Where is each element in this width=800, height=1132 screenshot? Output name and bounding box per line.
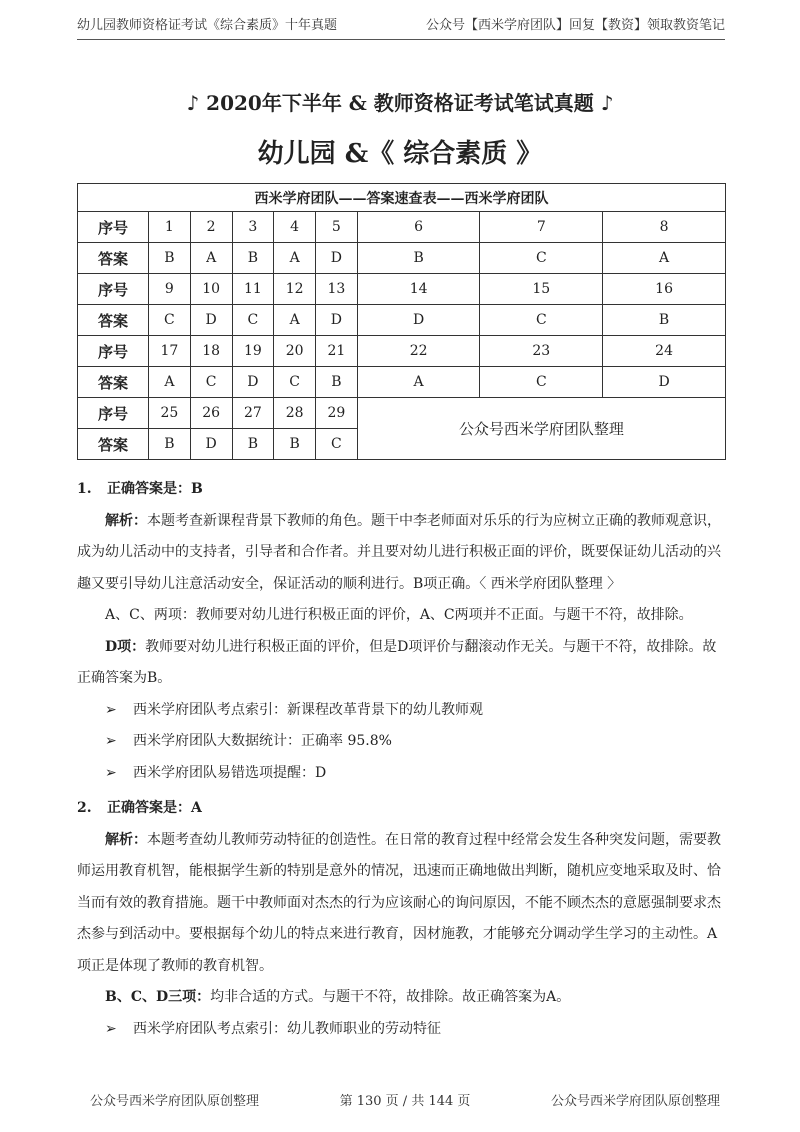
arrow-icon: ➢	[105, 733, 117, 749]
question-number: 18	[190, 336, 232, 367]
question-number: 27	[232, 398, 274, 429]
answer-cell: A	[149, 367, 191, 398]
table-row	[78, 212, 726, 243]
question-number: 16	[603, 274, 726, 305]
question-number: 1	[149, 212, 191, 243]
q2-answer	[77, 793, 727, 825]
table-row	[78, 336, 726, 367]
answer-cell: B	[149, 429, 191, 460]
number-label: 序号	[78, 274, 149, 305]
q1-analysis	[77, 506, 727, 601]
bullet-text: 西米学府团队考点索引：新课程改革背景下的幼儿教师观	[133, 701, 483, 718]
label: B、C、D三项：	[105, 989, 211, 1005]
question-number: 14	[357, 274, 480, 305]
bullet	[77, 726, 727, 758]
answer-cell: C	[480, 367, 603, 398]
answer-cell: C	[274, 367, 316, 398]
q1-head: 正确答案是：B	[107, 481, 203, 497]
question-number: 13	[316, 274, 358, 305]
question-number: 4	[274, 212, 316, 243]
number-label: 序号	[78, 398, 149, 429]
answer-cell: A	[357, 367, 480, 398]
subject-title: 幼儿园 &《 综合素质 》	[257, 139, 543, 169]
question-number: 15	[480, 274, 603, 305]
bullet	[77, 1014, 727, 1046]
q2-number: 2.	[77, 800, 92, 816]
table-row	[78, 367, 726, 398]
table-row	[78, 274, 726, 305]
q1-ac: A、C、两项：教师要对幼儿进行积极正面的评价，A、C两项并不正面。与题干不符，故排除。	[105, 607, 693, 623]
answer-cell: C	[480, 243, 603, 274]
answer-label: 答案	[78, 367, 149, 398]
answer-cell: D	[357, 305, 480, 336]
label: 解析：	[105, 831, 147, 848]
q2-analysis	[77, 825, 727, 983]
number-label: 序号	[78, 336, 149, 367]
answer-label: 答案	[78, 305, 149, 336]
page-footer	[90, 1090, 720, 1109]
bullet-text: 西米学府团队考点索引：幼儿教师职业的劳动特征	[133, 1020, 441, 1037]
answer-cell: C	[149, 305, 191, 336]
q1-answer	[77, 474, 727, 506]
question-number: 21	[316, 336, 358, 367]
answer-cell: B	[232, 429, 274, 460]
question-number: 20	[274, 336, 316, 367]
answer-label: 答案	[78, 429, 149, 460]
question-number: 3	[232, 212, 274, 243]
footer-right: 公众号西米学府团队原创整理	[550, 1094, 720, 1109]
table-row	[78, 305, 726, 336]
table-note: 公众号西米学府团队整理	[357, 398, 725, 460]
answer-label: 答案	[78, 243, 149, 274]
q1-number: 1.	[77, 481, 92, 497]
number-label: 序号	[78, 212, 149, 243]
bullet-text: 西米学府团队易错选项提醒：D	[133, 764, 327, 781]
question-number: 2	[190, 212, 232, 243]
answer-cell: B	[603, 305, 726, 336]
question-number: 29	[316, 398, 358, 429]
answer-cell: C	[316, 429, 358, 460]
answer-cell: D	[190, 305, 232, 336]
question-number: 24	[603, 336, 726, 367]
answer-cell: C	[480, 305, 603, 336]
question-number: 22	[357, 336, 480, 367]
q1-d	[77, 632, 727, 695]
arrow-icon: ➢	[105, 701, 117, 718]
question-number: 6	[357, 212, 480, 243]
bullet	[77, 695, 727, 727]
page-number: 第 130 页 / 共 144 页	[339, 1094, 471, 1109]
answer-cell: B	[232, 243, 274, 274]
question-number: 8	[603, 212, 726, 243]
arrow-icon: ➢	[105, 764, 117, 781]
question-number: 28	[274, 398, 316, 429]
answer-cell: A	[603, 243, 726, 274]
text: 本题考查幼儿教师劳动特征的创造性。在日常的教育过程中经常会发生各种突发问题，需要教师运用教育机智，能根据学生新的特别是意外的情况，迅速而正确地做出判断，随机应变地采取及时、恰当而有效的教育措施。题干中教师面对杰杰的行为应该耐心的询问原因，不能不顾杰杰的意愿强制要求杰杰参与到活动中。要根据每个幼儿的特点来进行教育，因材施教，才能够充分调动学生学习的主动性。A项正是体现了教师的教育机智。	[77, 831, 721, 974]
answer-table	[77, 183, 726, 460]
answer-cell: B	[149, 243, 191, 274]
question-number: 5	[316, 212, 358, 243]
question-number: 26	[190, 398, 232, 429]
label: 解析：	[105, 512, 147, 529]
answer-cell: B	[274, 429, 316, 460]
table-row	[78, 243, 726, 274]
question-number: 23	[480, 336, 603, 367]
header-right: 公众号【西米学府团队】回复【教资】领取教资笔记	[425, 18, 725, 33]
question-number: 11	[232, 274, 274, 305]
answer-cell: D	[316, 305, 358, 336]
text: 本题考查新课程背景下教师的角色。题干中李老师面对乐乐的行为应树立正确的教师观意识，成为幼儿活动中的支持者，引导者和合作者。并且要对幼儿进行积极正面的评价，既要保证幼儿活动的兴趣又要引导幼儿注意活动安全，保证活动的顺利进行。B项正确。〈 西米学府团队整理 〉	[77, 512, 721, 592]
label: D项：	[105, 638, 146, 655]
answer-cell: D	[232, 367, 274, 398]
header-left: 幼儿园教师资格证考试《综合素质》十年真题	[77, 18, 338, 33]
question-number: 7	[480, 212, 603, 243]
answer-cell: B	[357, 243, 480, 274]
answer-cell: A	[274, 243, 316, 274]
question-number: 12	[274, 274, 316, 305]
bullet-text: 西米学府团队大数据统计：正确率 95.8%	[133, 733, 392, 749]
answer-cell: A	[190, 243, 232, 274]
text: 均非合适的方式。与题干不符，故排除。故正确答案为A。	[210, 989, 571, 1005]
q2-bcd	[77, 982, 727, 1014]
answer-cell: C	[190, 367, 232, 398]
answer-cell: A	[274, 305, 316, 336]
question-number: 19	[232, 336, 274, 367]
q2-head: 正确答案是：A	[107, 800, 202, 816]
answer-cell: D	[603, 367, 726, 398]
bullet	[77, 758, 727, 790]
exam-title: ♪ 2020年下半年 & 教师资格证考试笔试真题 ♪	[186, 91, 614, 115]
table-row	[78, 398, 726, 429]
answer-cell: C	[232, 305, 274, 336]
explanations	[77, 474, 727, 1045]
arrow-icon: ➢	[105, 1020, 117, 1037]
footer-left: 公众号西米学府团队原创整理	[90, 1094, 260, 1109]
answer-cell: D	[316, 243, 358, 274]
answer-cell: B	[316, 367, 358, 398]
question-number: 9	[149, 274, 191, 305]
question-number: 10	[190, 274, 232, 305]
table-caption: 西米学府团队——答案速查表——西米学府团队	[78, 184, 726, 212]
page-header	[77, 14, 725, 40]
question-number: 17	[149, 336, 191, 367]
question-number: 25	[149, 398, 191, 429]
text: 教师要对幼儿进行积极正面的评价，但是D项评价与翻滚动作无关。与题干不符，故排除。故正确答案为B。	[77, 638, 717, 686]
answer-cell: D	[190, 429, 232, 460]
